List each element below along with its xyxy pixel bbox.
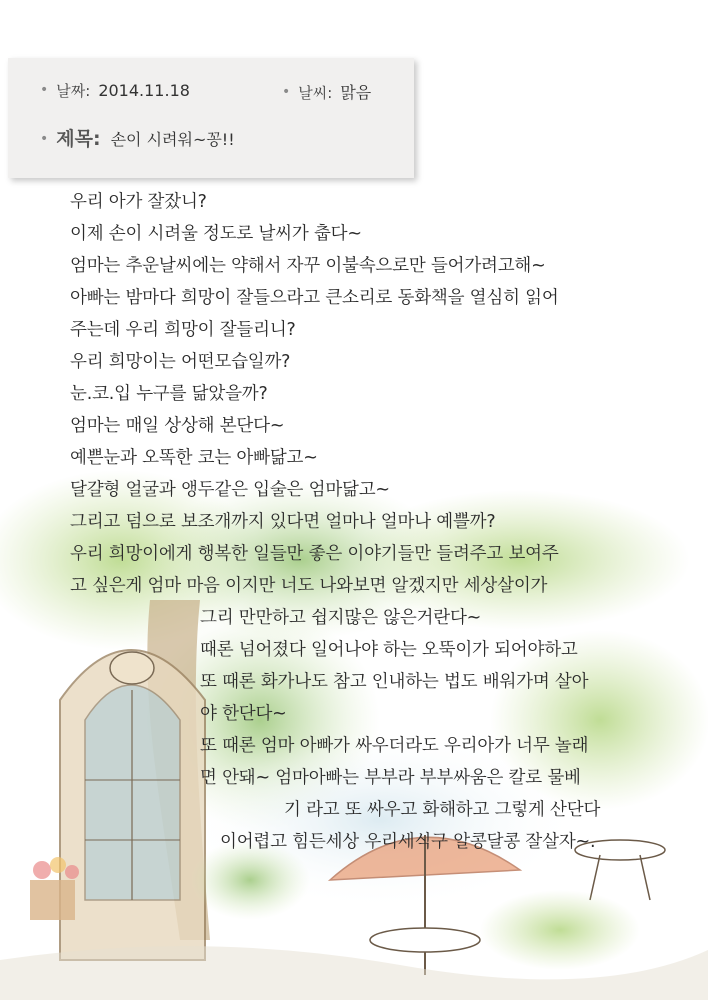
letter-line: 고 싶은게 엄마 마음 이지만 너도 나와보면 알겠지만 세상살이가 xyxy=(70,576,548,596)
title-field xyxy=(40,124,235,151)
weather-field xyxy=(282,80,371,103)
letter-line: 아빠는 밤마다 희망이 잘들으라고 큰소리로 동화책을 열심히 읽어 xyxy=(70,288,559,308)
letter-line: 엄마는 추운날씨에는 약해서 자꾸 이불속으로만 들어가려고해~ xyxy=(70,256,546,276)
letter-line: 우리 희망이에게 행복한 일들만 좋은 이야기들만 들려주고 보여주 xyxy=(70,544,559,564)
date-field xyxy=(40,80,190,101)
letter-line: 우리 아가 잘잤니? xyxy=(70,192,207,212)
weather-label: 날씨: xyxy=(298,84,333,102)
letter-line: 때론 넘어졌다 일어나야 하는 오뚝이가 되어야하고 xyxy=(200,640,578,660)
bullet-icon: • xyxy=(40,82,49,98)
letter-line: 달걀형 얼굴과 앵두같은 입술은 엄마닮고~ xyxy=(70,480,390,500)
date-value: 2014.11.18 xyxy=(98,81,190,100)
letter-line: 그리 만만하고 쉽지많은 않은거란다~ xyxy=(200,608,482,628)
letter-line: 또 때론 화가나도 참고 인내하는 법도 배워가며 살아 xyxy=(200,672,589,692)
letter-line: 또 때론 엄마 아빠가 싸우더라도 우리아가 너무 놀래 xyxy=(200,736,589,756)
letter-line: 우리 희망이는 어떤모습일까? xyxy=(70,352,291,372)
letter-line: 야 한단다~ xyxy=(200,704,287,724)
title-value: 손이 시려워~꽁!! xyxy=(110,130,235,149)
date-label: 날짜: xyxy=(56,82,91,100)
letter-line: 이어렵고 힘든세상 우리세식구 알콩달콩 잘살자~. xyxy=(220,832,596,852)
bullet-icon: • xyxy=(282,84,291,100)
letter-line: 이제 손이 시려울 정도로 날씨가 춥다~ xyxy=(70,224,362,244)
letter-line: 기 라고 또 싸우고 화해하고 그렇게 산단다 xyxy=(284,800,601,820)
bullet-icon: • xyxy=(40,131,49,147)
letter-line: 눈.코.입 누구를 닮았을까? xyxy=(70,384,268,404)
letter-line: 면 안돼~ 엄마아빠는 부부라 부부싸움은 칼로 물베 xyxy=(200,768,581,788)
diary-header-card xyxy=(8,58,414,178)
weather-value: 맑음 xyxy=(340,83,372,102)
title-label: 제목: xyxy=(56,128,101,150)
letter-line: 엄마는 매일 상상해 본단다~ xyxy=(70,416,285,436)
letter-line: 예쁜눈과 오똑한 코는 아빠닮고~ xyxy=(70,448,318,468)
letter-line: 그리고 덤으로 보조개까지 있다면 얼마나 얼마나 예쁠까? xyxy=(70,512,496,532)
letter-line: 주는데 우리 희망이 잘들리니? xyxy=(70,320,296,340)
